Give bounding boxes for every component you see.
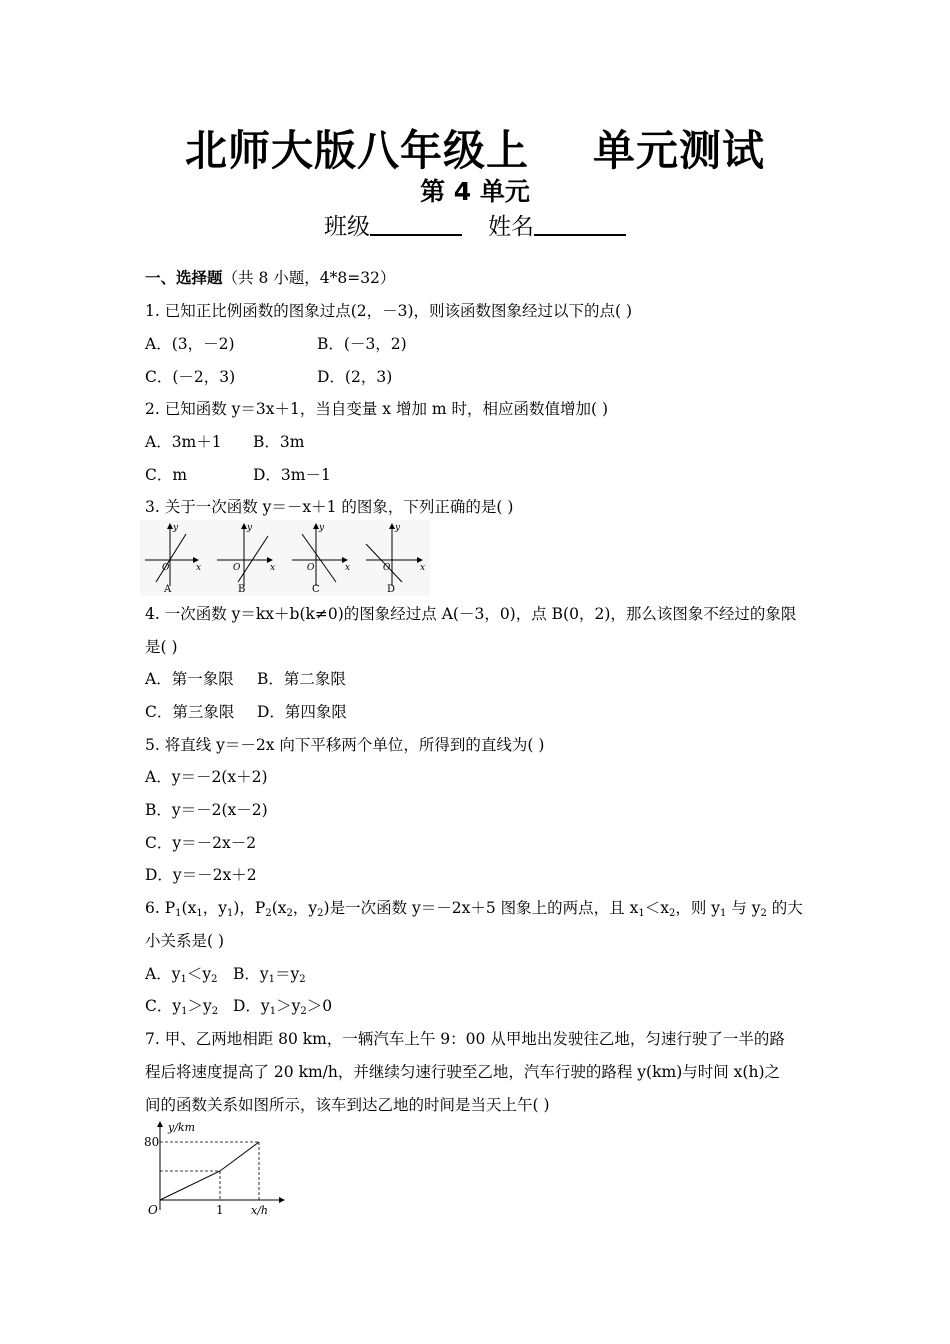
- q3-b-y-label: y: [247, 523, 253, 533]
- q3-label-c: C: [312, 584, 320, 595]
- section-title: 一、选择题: [145, 268, 223, 287]
- q5-option-a: A．y＝－2(x＋2): [145, 768, 268, 786]
- q6-sub: 1: [175, 908, 182, 919]
- q6-sub: 2: [668, 908, 676, 919]
- name-blank[interactable]: [534, 212, 626, 236]
- q6-option-b: [233, 965, 306, 983]
- title-left: 北师大版八年级上: [184, 126, 529, 175]
- q6-stem-line2: 小关系是( ): [145, 932, 225, 950]
- q3-stem: 3. 关于一次函数 y＝－x＋1 的图象，下列正确的是( ): [145, 498, 514, 516]
- q6-sub: 1: [720, 908, 727, 919]
- q5-option-b: B．y＝－2(x－2): [145, 801, 268, 819]
- q2-option-a: A．3m＋1: [145, 433, 222, 451]
- q3-c-x-label: x: [345, 563, 351, 573]
- title-right: 单元测试: [593, 126, 766, 175]
- q6-text: ＜x: [644, 899, 669, 917]
- q6-sub: 2: [317, 908, 324, 919]
- class-blank[interactable]: [370, 212, 462, 236]
- q2-option-d: D．3m－1: [253, 466, 331, 484]
- q6-text: ，y: [202, 899, 227, 917]
- q6-text: 的大: [766, 899, 803, 917]
- q7-y-tick: 80: [144, 1135, 160, 1149]
- q6-sub: 1: [269, 1006, 277, 1017]
- q7-origin: O: [148, 1203, 158, 1217]
- q2-options-row2: [145, 463, 331, 485]
- q7-y-label: y/km: [168, 1121, 196, 1134]
- q6-sub: 1: [268, 974, 276, 985]
- q6-sub: 2: [760, 908, 767, 919]
- q5-option-d: D．y＝－2x＋2: [145, 866, 257, 884]
- q6-text: ，则 y: [675, 899, 720, 917]
- q4-option-d: D．第四象限: [257, 703, 347, 721]
- q6-b-text: ＝y: [275, 965, 300, 983]
- unit-subtitle: 第 4 单元: [420, 177, 530, 206]
- q2-stem: 2. 已知函数 y＝3x＋1，当自变量 x 增加 m 时，相应函数值增加( ): [145, 400, 609, 418]
- q1-option-a: A．(3，－2): [145, 335, 235, 353]
- q6-text: )是一次函数 y＝－2x＋5 图象上的两点，且 x: [323, 899, 639, 917]
- q1-options-row1: [145, 332, 407, 354]
- q6-sub: 2: [265, 908, 272, 919]
- q3-b-x-label: x: [270, 563, 276, 573]
- q6-sub: 2: [211, 974, 218, 985]
- student-info-line: [0, 208, 950, 241]
- page-title: [0, 118, 950, 178]
- q6-d-text: ＞y: [276, 997, 301, 1015]
- q2-options-row1: [145, 430, 304, 452]
- q6-text: 6. P: [145, 899, 176, 917]
- name-label: 姓名: [488, 214, 534, 240]
- q6-b-text: B．y: [233, 965, 269, 983]
- q3-d-y-label: y: [395, 523, 401, 533]
- q7-stem-line3: 间的函数关系如图所示，该车到达乙地的时间是当天上午( ): [145, 1096, 550, 1114]
- q7-stem-line1: 7. 甲、乙两地相距 80 km，一辆汽车上午 9：00 从甲地出发驶往乙地，匀速行驶了一半的路: [145, 1030, 785, 1048]
- q4-option-a: A．第一象限: [145, 670, 234, 688]
- q6-stem-line1: [145, 896, 803, 919]
- q6-sub: 2: [299, 974, 306, 985]
- q3-a-y-label: y: [173, 523, 179, 533]
- class-label: 班级: [324, 214, 370, 240]
- q3-a-origin: O: [162, 563, 170, 573]
- q5-stem: 5. 将直线 y＝－2x 向下平移两个单位，所得到的直线为( ): [145, 736, 545, 754]
- q6-text: (x: [271, 899, 287, 917]
- q3-label-d: D: [387, 584, 396, 595]
- q3-label-a: A: [164, 584, 172, 595]
- q7-x-tick: 1: [216, 1203, 224, 1217]
- q6-sub: 1: [181, 1006, 188, 1017]
- q1-stem: 1. 已知正比例函数的图象过点(2，－3)，则该函数图象经过以下的点( ): [145, 302, 633, 320]
- q6-sub: 2: [300, 1006, 307, 1017]
- q3-c-y-label: y: [319, 523, 325, 533]
- q3-c-origin: O: [307, 563, 315, 573]
- q6-text: (x: [181, 899, 197, 917]
- q1-option-b: B．(－3，2): [317, 335, 407, 353]
- q7-x-label: x/h: [251, 1204, 268, 1217]
- q4-options-row2: [145, 700, 347, 722]
- q6-text: ，y: [292, 899, 318, 917]
- q3-d-origin: O: [383, 563, 391, 573]
- q6-sub: 1: [226, 908, 234, 919]
- q2-option-c: C．m: [145, 466, 188, 484]
- q4-option-c: C．第三象限: [145, 703, 235, 721]
- q6-sub: 1: [180, 974, 187, 985]
- q4-stem-line1: 4. 一次函数 y＝kx＋b(k≠0)的图象经过点 A(－3，0)，点 B(0，2)，那么该图象不经过的象限: [145, 605, 797, 623]
- q7-graph: [138, 1118, 288, 1220]
- q6-sub: 2: [286, 908, 293, 919]
- q6-c-text: C．y: [145, 997, 182, 1015]
- q6-sub: 2: [211, 1006, 219, 1017]
- q6-options-row2: [145, 994, 332, 1017]
- q6-c-text: ＞y: [187, 997, 212, 1015]
- q6-a-text: ＜y: [186, 965, 212, 983]
- q6-option-d: [233, 997, 332, 1015]
- q1-option-d: D．(2，3): [317, 368, 393, 386]
- q6-a-text: A．y: [145, 965, 181, 983]
- q6-d-text: D．y: [233, 997, 270, 1015]
- section-note: （共 8 小题，4*8=32）: [222, 269, 396, 287]
- q7-stem-line2: 程后将速度提高了 20 km/h，并继续匀速行驶至乙地，汽车行驶的路程 y(km)与时间 x(h)之: [145, 1063, 780, 1081]
- q4-stem-line2: 是( ): [145, 638, 178, 656]
- q6-sub: 1: [196, 908, 203, 919]
- q3-d-x-label: x: [420, 563, 426, 573]
- q1-options-row2: [145, 365, 392, 387]
- q6-options-row1: [145, 962, 306, 985]
- q6-option-c: [145, 994, 233, 1017]
- q2-option-b: B．3m: [253, 433, 305, 451]
- q6-option-a: [145, 962, 233, 985]
- section-heading: [145, 266, 395, 288]
- q3-a-x-label: x: [196, 563, 202, 573]
- q6-text: 与 y: [726, 899, 761, 917]
- q6-d-text: ＞0: [306, 997, 333, 1015]
- q4-option-b: B．第二象限: [257, 670, 346, 688]
- q6-sub: 1: [638, 908, 645, 919]
- q3-b-origin: O: [233, 563, 241, 573]
- q3-label-b: B: [238, 584, 246, 595]
- q6-text: )，P: [233, 899, 266, 917]
- q4-options-row1: [145, 667, 346, 689]
- q3-graphs: [140, 520, 430, 596]
- q1-option-c: C．(－2，3): [145, 368, 236, 386]
- q5-option-c: C．y＝－2x－2: [145, 834, 257, 852]
